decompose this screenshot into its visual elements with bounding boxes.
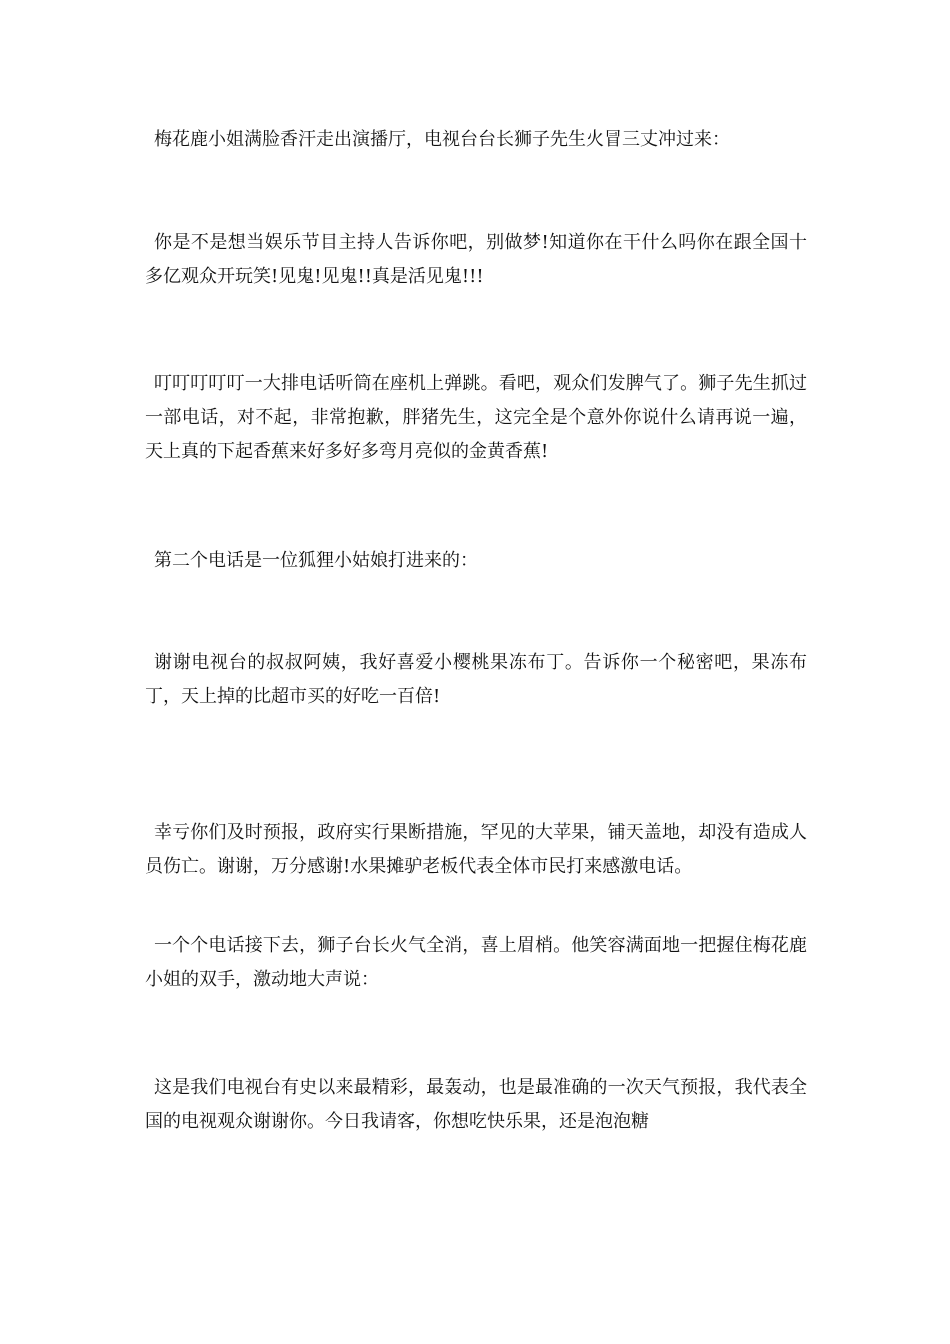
paragraph-5: 谢谢电视台的叔叔阿姨，我好喜爱小樱桃果冻布丁。告诉你一个秘密吧，果冻布丁，天上掉的比超市买的好吃一百倍!: [145, 652, 807, 707]
paragraph-2: 你是不是想当娱乐节目主持人告诉你吧，别做梦!知道你在干什么吗你在跟全国十多亿观众开玩笑!见鬼!见鬼!!真是活见鬼!!!: [145, 232, 807, 287]
paragraph-8: 这是我们电视台有史以来最精彩，最轰动，也是最准确的一次天气预报，我代表全国的电视观众谢谢你。今日我请客，你想吃快乐果，还是泡泡糖: [145, 1077, 807, 1132]
paragraph-3: 叮叮叮叮叮一大排电话听筒在座机上弹跳。看吧，观众们发脾气了。狮子先生抓过一部电话，对不起，非常抱歉，胖猪先生，这完全是个意外你说什么请再说一遍，天上真的下起香蕉来好多好多弯月亮似的金黄香蕉!: [145, 373, 807, 462]
paragraph-6: 幸亏你们及时预报，政府实行果断措施，罕见的大苹果，铺天盖地，却没有造成人员伤亡。谢谢，万分感谢!水果摊驴老板代表全体市民打来感激电话。: [145, 822, 807, 877]
paragraph-4: 第二个电话是一位狐狸小姑娘打进来的：: [154, 550, 478, 571]
paragraph-1: 梅花鹿小姐满脸香汗走出演播厅，电视台台长狮子先生火冒三丈冲过来：: [154, 129, 730, 150]
paragraph-7: 一个个电话接下去，狮子台长火气全消，喜上眉梢。他笑容满面地一把握住梅花鹿小姐的双手，激动地大声说：: [145, 935, 807, 990]
